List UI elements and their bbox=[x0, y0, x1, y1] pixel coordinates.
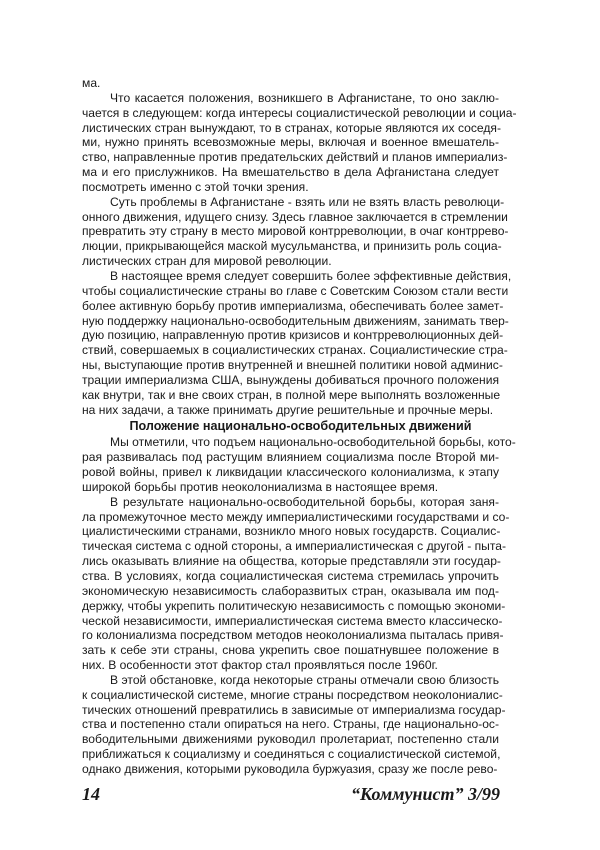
text-line: лись оказывать влияние на общества, которые представляли эти государ- bbox=[82, 554, 501, 569]
text-line: ство, направленные против предательских действий и планов империализ- bbox=[82, 150, 508, 165]
text-line: ма. bbox=[82, 76, 101, 90]
text-line: как внутри, так и вне своих стран, в полной мере выполнять возложенные bbox=[82, 387, 501, 402]
text-line: Что касается положения, возникшего в Афганистане, то оно заклю- bbox=[110, 90, 499, 105]
magazine-issue: “Коммунист” 3/99 bbox=[351, 784, 500, 804]
text-line: чается в следующем: когда интересы социалистической революции и социа- bbox=[82, 105, 517, 120]
text-line: циалистическими странами, возникло много новых государств. Социалис- bbox=[82, 524, 501, 539]
text-line: ческой независимости, империалистическая система вместо классическо- bbox=[82, 613, 503, 628]
text-line: посмотреть именно с этой точки зрения. bbox=[82, 179, 309, 194]
text-line: Суть проблемы в Афганистане - взять или не взять власть революци- bbox=[110, 194, 505, 209]
text-line: них. В особенности этот фактор стал проявляться после 1960г. bbox=[82, 658, 438, 673]
paragraph bbox=[82, 435, 516, 494]
text-line: люции, прикрывающейся маской мусульманства, и принизить роль социа- bbox=[82, 239, 502, 254]
text-line: трации империализма США, вынуждены добиваться прочного положения bbox=[82, 372, 499, 387]
text-line: Мы отметили, что подъем национально-освободительной борьбы, кото- bbox=[110, 435, 516, 450]
paragraph bbox=[82, 76, 499, 91]
text-line: ны, выступающие против внутренней и внешней политики новой админис- bbox=[82, 358, 503, 373]
text-line: более активную борьбу против империализма, обеспечивать более замет- bbox=[82, 298, 504, 313]
paragraph bbox=[82, 90, 517, 195]
text-line: ства и постепенно стали опираться на него. Страны, где национально-ос- bbox=[82, 717, 499, 732]
text-line: экономическую независимость слаборазвитых стран, оказывала им под- bbox=[82, 583, 499, 598]
text-line: онного движения, идущего снизу. Здесь главное заключается в стремлении bbox=[82, 209, 508, 224]
text-line: тическая система с одной стороны, а империалистическая с другой - пыта- bbox=[82, 539, 507, 554]
text-line: дую позицию, направленную против кризисов и контрреволюционных дей- bbox=[82, 328, 504, 343]
text-line: тических отношений превратились в зависимые от империализма государ- bbox=[82, 702, 506, 717]
text-line: ла промежуточное место между империалистическими государствами и со- bbox=[82, 509, 510, 524]
text-line: приближаться к социализму и соединяться с социалистической системой, bbox=[82, 747, 501, 762]
text-line: зать к себе эти страны, снова укрепить свое пошатнувшее положение в bbox=[82, 643, 499, 658]
text-line: ствий, совершаемых в социалистических странах. Социалистические стра- bbox=[82, 343, 508, 358]
text-line: широкой борьбы против неоколониализма в настоящее время. bbox=[82, 479, 439, 494]
text-line: го колониализма посредством методов неоколониализма пыталась привя- bbox=[82, 628, 504, 643]
text-line: чтобы социалистические страны во главе с Советским Союзом стали вести bbox=[82, 283, 509, 298]
text-line: листических стран вынуждают, то в странах, которые являются их соседя- bbox=[82, 120, 502, 135]
paragraph bbox=[82, 268, 512, 417]
text-line: превратить эту страну в место мировой контрреволюции, в очаг контррево- bbox=[82, 224, 509, 239]
paragraph bbox=[82, 672, 506, 777]
text-line: листических стран для мировой революции. bbox=[82, 254, 332, 269]
text-line: держку, чтобы укрепить политическую независимость с помощью экономи- bbox=[82, 598, 506, 613]
text-line: ства. В условиях, когда социалистическая система стремилась упрочить bbox=[82, 569, 499, 583]
text-line: к социалистической системе, многие страны посредством неоколониалис- bbox=[82, 687, 503, 702]
article-body bbox=[82, 76, 517, 777]
text-line: рая развивалась под растущим влиянием социализма после Второй ми- bbox=[82, 450, 499, 465]
text-line: В настоящее время следует совершить более эффективные действия, bbox=[110, 268, 512, 283]
text-line: В этой обстановке, когда некоторые страны отмечали свою близость bbox=[110, 672, 499, 687]
paragraph bbox=[82, 194, 509, 269]
text-line: на них задачи, а также принимать другие решительные и прочные меры. bbox=[82, 402, 494, 417]
text-line: В результате национально-освободительной борьбы, которая заня- bbox=[110, 494, 499, 509]
text-line: ровой войны, привел к ликвидации классического колониализма, к этапу bbox=[82, 465, 499, 480]
paragraph bbox=[82, 494, 510, 673]
text-line: ную поддержку национально-освободительным движениям, занимать твер- bbox=[82, 313, 509, 328]
text-line: ми, нужно принять всевозможные меры, включая и военное вмешатель- bbox=[82, 135, 499, 150]
page-number: 14 bbox=[82, 784, 100, 804]
text-line: ма и его прислужников. На вмешательство в дела Афганистана следует bbox=[82, 165, 499, 180]
text-line: однако движения, которыми руководила буржуазия, сразу же после рево- bbox=[82, 761, 498, 776]
text-line: вободительными движениями руководил пролетариат, постепенно стали bbox=[82, 732, 499, 747]
section-heading: Положение национально-освободительных движений bbox=[129, 419, 472, 434]
